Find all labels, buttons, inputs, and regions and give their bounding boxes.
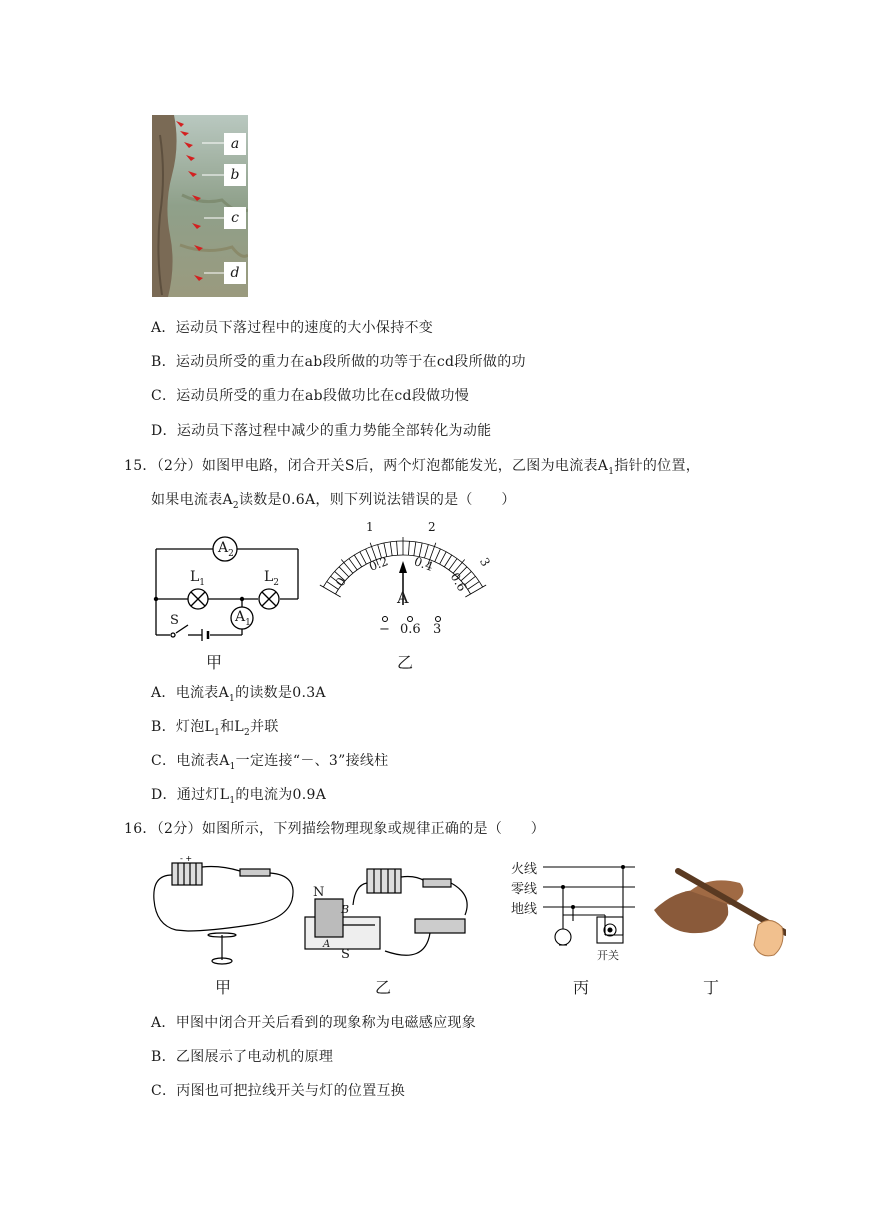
caption-q16-jia: 甲 — [215, 978, 232, 997]
caption-q16-bing: 丙 — [573, 978, 590, 997]
dial-tick — [440, 552, 447, 564]
skydiver-photo — [152, 115, 248, 297]
scale-top-2: 2 — [428, 520, 436, 534]
q15-option-b: B．灯泡$L_1$和$L_2$并联 — [151, 719, 279, 738]
figure-ding-rod-fur — [650, 855, 786, 965]
dial-tick — [468, 582, 480, 590]
switch-label: S — [170, 613, 179, 628]
dial-tick — [339, 567, 349, 577]
switch-label-bing: 开关 — [597, 949, 619, 962]
q15-option-c: C．电流表$A_1$一定连接“－、3”接线柱 — [151, 753, 389, 772]
q15-stem-line2: 如果电流表$A_2$读数是0.6A，则下列说法错误的是（ ） — [151, 492, 516, 511]
figure-jia-circuit — [150, 855, 300, 970]
caption-q16-yi: 乙 — [375, 978, 392, 997]
scale-bottom-02: 0.2 — [367, 554, 390, 574]
rod-b-label: B — [341, 903, 350, 916]
figure-bing-wiring — [505, 855, 640, 970]
caption-q16-ding: 丁 — [703, 978, 720, 997]
caption-jia: 甲 — [206, 653, 223, 672]
ammeter-dial-yi — [315, 515, 500, 645]
svg-text:- +: - + — [180, 855, 193, 863]
figure-yi-motor — [295, 855, 475, 970]
dial-tick — [414, 542, 416, 556]
terminal-3: 3 — [433, 622, 442, 637]
caption-yi: 乙 — [397, 653, 414, 672]
q15-option-d: D．通过灯$L_1$的电流为0.9A — [151, 787, 327, 806]
circuit-diagram-jia — [150, 535, 305, 675]
q16-option-c: C．丙图也可把拉线开关与灯的位置互换 — [151, 1083, 406, 1099]
dial-tick — [349, 559, 357, 570]
a1-label: $A_1$ — [235, 609, 251, 628]
dial-tick — [354, 555, 361, 567]
photo-label-d: d — [224, 262, 246, 284]
dial-tick — [444, 555, 451, 567]
photo-label-c: c — [224, 207, 246, 229]
meter-letter: A — [397, 588, 409, 607]
neutral-wire-label: 零线 — [511, 882, 538, 897]
ground-wire-label: 地线 — [511, 902, 538, 917]
scale-bottom-06: 0.6 — [447, 570, 470, 594]
q16-stem: 16．（2分）如图所示，下列描绘物理现象或规律正确的是（ ） — [124, 821, 546, 837]
terminal-06: 0.6 — [400, 622, 421, 637]
dial-tick — [390, 542, 392, 556]
photo-label-a: a — [224, 133, 246, 155]
dial-tick — [435, 549, 441, 562]
q14-option-a: A．运动员下落过程中的速度的大小保持不变 — [151, 320, 434, 336]
scale-top-1: 1 — [366, 520, 374, 534]
a2-label: $A_2$ — [218, 540, 234, 559]
q15-stem-line1: 15．（2分）如图甲电路，闭合开关S后，两个灯泡都能发光，乙图为电流表$A_1$指针的位置， — [124, 458, 701, 477]
q16-option-b: B．乙图展示了电动机的原理 — [151, 1049, 334, 1065]
scale-bottom-04: 0.4 — [412, 554, 435, 574]
l1-label: $L_1$ — [190, 569, 206, 588]
dial-tick — [397, 541, 398, 555]
dial-tick — [449, 559, 457, 570]
q16-option-a: A．甲图中闭合开关后看到的现象称为电磁感应现象 — [151, 1015, 477, 1031]
scale-bottom-0: 0 — [332, 575, 349, 589]
magnet-s-label: S — [341, 947, 350, 962]
scale-top-3: 3 — [476, 555, 493, 569]
dial-tick — [408, 541, 409, 555]
photo-label-b: b — [224, 164, 246, 186]
rod-a-label: A — [323, 939, 331, 950]
terminal-minus: − — [379, 622, 390, 637]
live-wire-label: 火线 — [511, 862, 538, 877]
q14-option-d: D．运动员下落过程中减少的重力势能全部转化为动能 — [151, 423, 492, 439]
magnet-n-label: N — [313, 885, 325, 900]
dial-tick — [424, 545, 428, 558]
q14-option-c: C．运动员所受的重力在ab段做功比在cd段做功慢 — [151, 388, 470, 404]
dial-tick — [360, 552, 367, 564]
q15-option-a: A．电流表$A_1$的读数是0.3A — [151, 685, 326, 704]
q14-option-b: B．运动员所受的重力在ab段所做的功等于在cd段所做的功 — [151, 354, 526, 370]
l2-label: $L_2$ — [264, 569, 280, 588]
